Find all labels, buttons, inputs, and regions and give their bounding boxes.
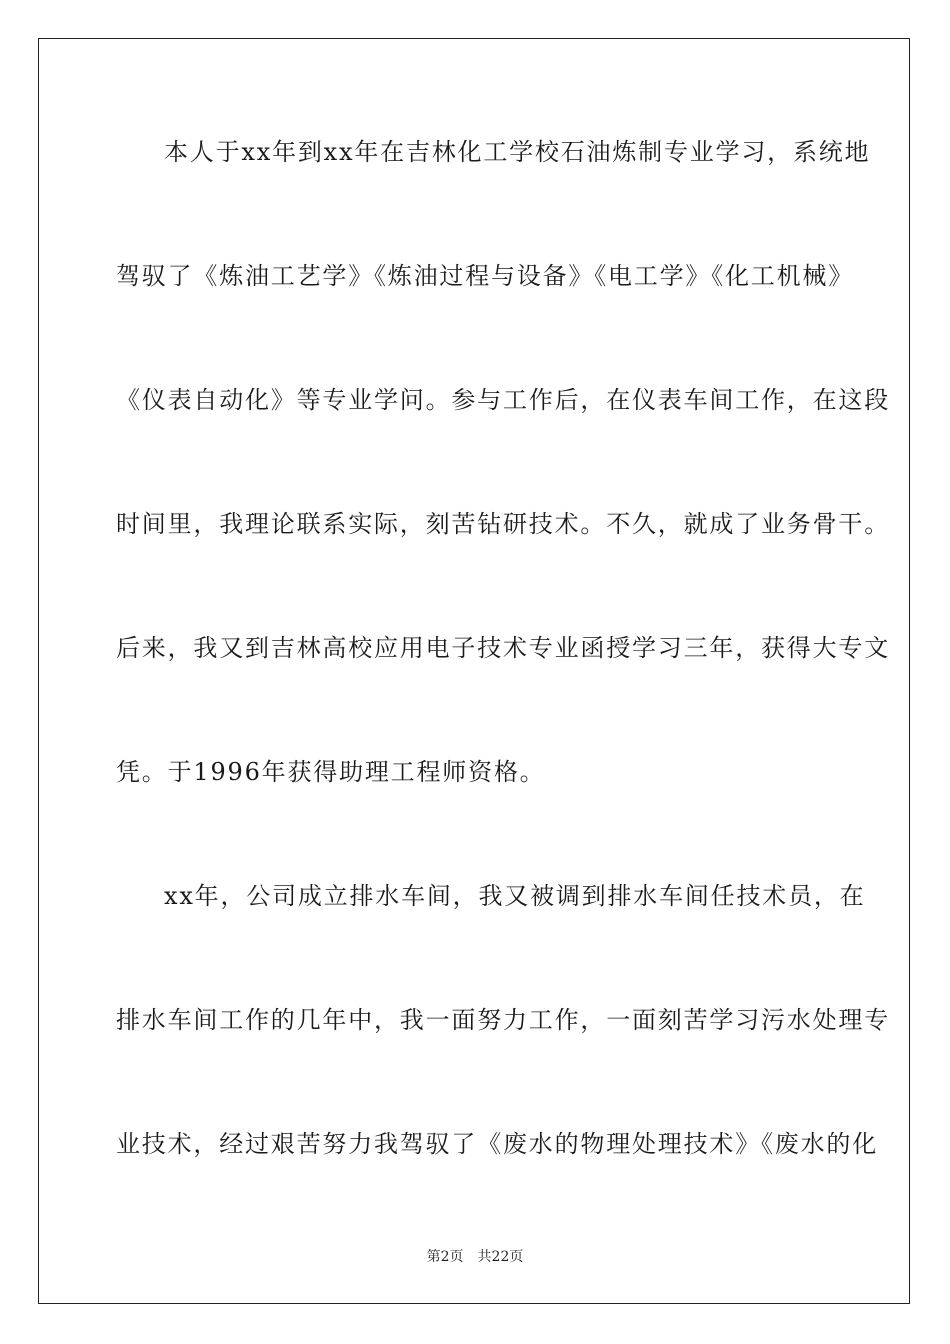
page-footer (0, 1248, 950, 1266)
paragraph-2-line-1: xx年，公司成立排水车间，我又被调到排水车间任技术员，在 (164, 882, 866, 910)
paragraph-1-line-1: 本人于xx年到xx年在吉林化工学校石油炼制专业学习，系统地 (164, 138, 871, 166)
paragraph-1-line-6: 凭。于1996年获得助理工程师资格。 (116, 758, 546, 786)
paragraph-2-line-3: 业技术，经过艰苦努力我驾驭了《废水的物理处理技术》《废水的化 (116, 1130, 878, 1158)
paragraph-1-line-4: 时间里，我理论联系实际，刻苦钻研技术。不久，就成了业务骨干。 (116, 510, 890, 538)
paragraph-1-line-3: 《仪表自动化》等专业学问。参与工作后，在仪表车间工作，在这段 (116, 386, 890, 414)
total-pages: 共22页 (477, 1249, 524, 1265)
paragraph-1-line-2: 驾驭了《炼油工艺学》《炼油过程与设备》《电工学》《化工机械》 (116, 262, 854, 290)
page-border (38, 38, 910, 1304)
paragraph-2-line-2: 排水车间工作的几年中，我一面努力工作，一面刻苦学习污水处理专 (116, 1006, 890, 1034)
paragraph-1-line-5: 后来，我又到吉林高校应用电子技术专业函授学习三年，获得大专文 (116, 634, 890, 662)
page-number: 第2页 (426, 1249, 464, 1265)
